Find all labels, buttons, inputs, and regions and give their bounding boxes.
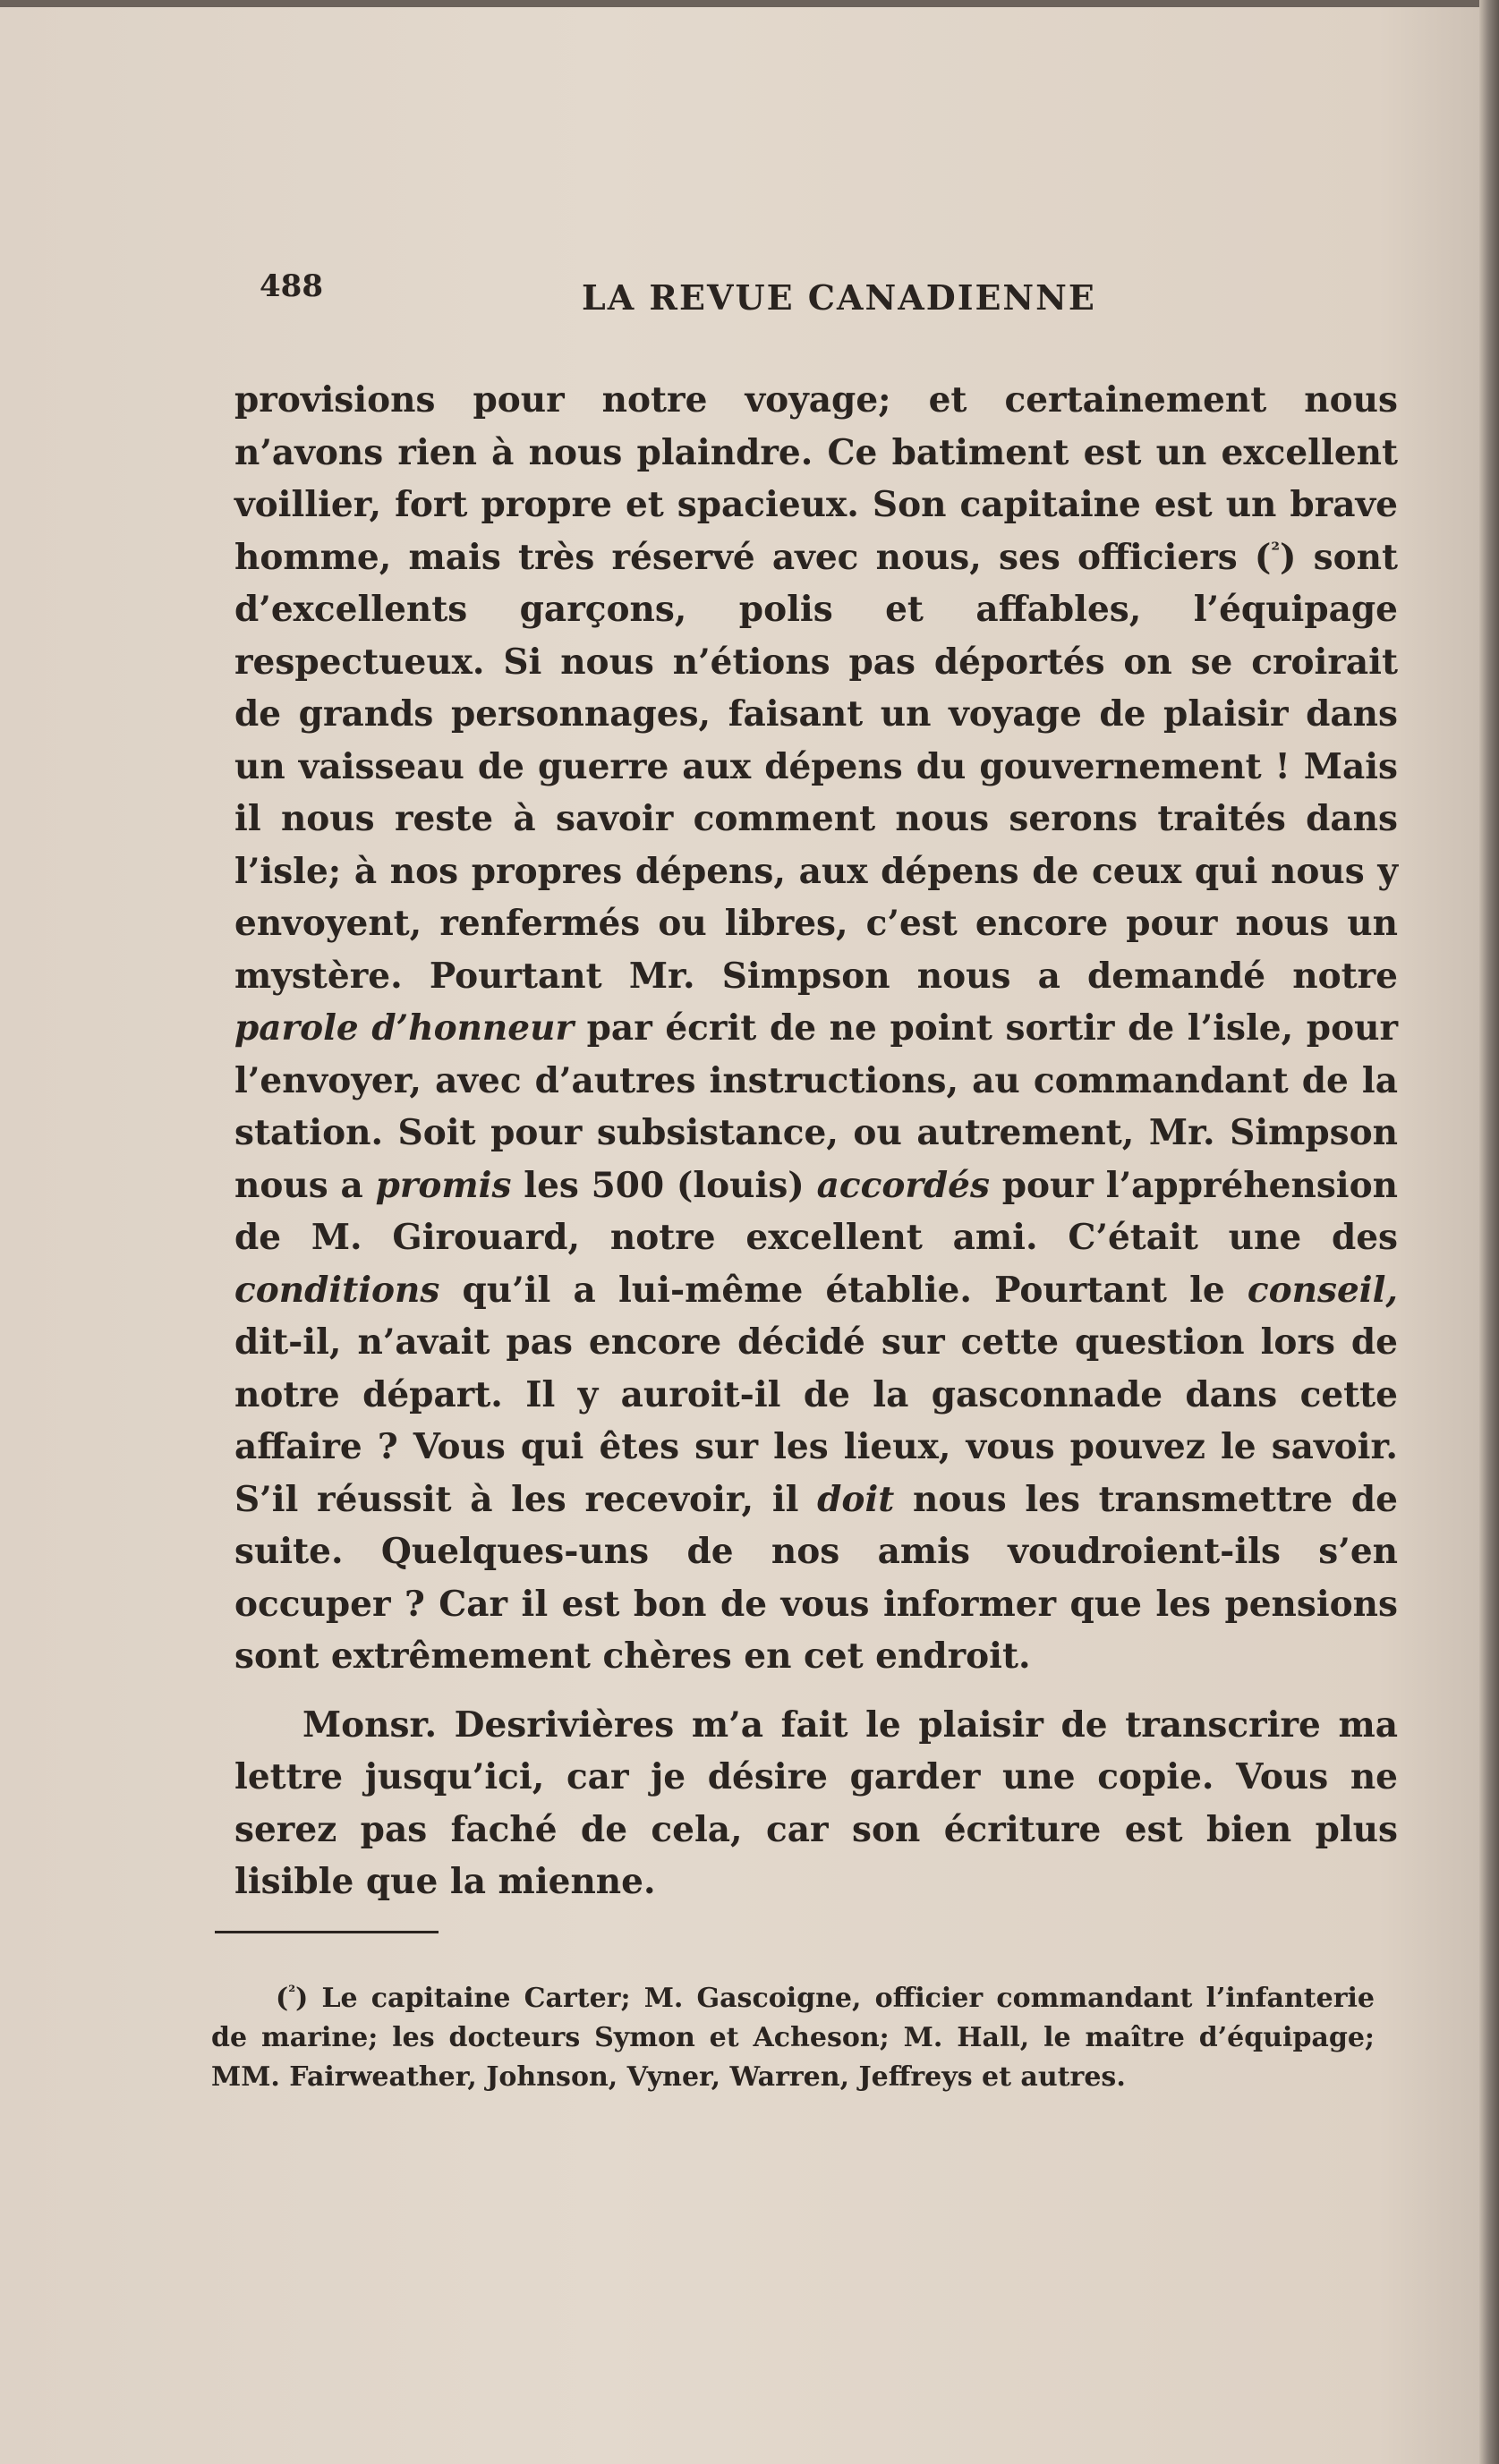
- footnote-marker-close: ): [295, 1983, 309, 2014]
- top-shadow: [0, 0, 1499, 7]
- text-run: qu’il a lui-même établie. Pourtant le: [439, 1269, 1248, 1311]
- page-edge: [1479, 0, 1499, 2464]
- italic-run: promis: [375, 1164, 512, 1206]
- footnote-marker-open: (: [276, 1983, 289, 2014]
- paragraph-1: [234, 374, 1398, 1683]
- text-run: nous les transmettre de suite. Quelques-uns de nos amis voudroient-ils s’en occuper ? Car il est bon de vous informer que les pensions sont extrêmement chères en cet endroit.: [234, 1478, 1398, 1677]
- italic-run: conditions: [234, 1269, 440, 1311]
- text-run: provisions pour notre voyage; et certainement nous n’avons rien à nous plaindre. Ce batiment est un excellent voillier, fort propre et spacieux. Son capitaine est un brave homme, mais très réservé avec nous, ses officiers (: [234, 379, 1398, 578]
- body-text: [234, 374, 1398, 1924]
- page-number: 488: [260, 268, 323, 304]
- footnote-rule: [215, 1931, 439, 1933]
- footnote-reference: ²: [1271, 538, 1280, 562]
- page-header: [260, 268, 1396, 322]
- text-run: par écrit de ne point sortir de l’isle, pour l’envoyer, avec d’autres instructions, au commandant de la station. Soit pour subsistance, ou autrement, Mr. Simpson nous a: [234, 1007, 1398, 1206]
- italic-run: parole d’honneur: [234, 1007, 575, 1049]
- text-run: ) sont d’excellents garçons, polis et affables, l’équipage respectueux. Si nous n’étions pas déportés on se croirait de grands personnages, faisant un voyage de plaisir dans un vaisseau de guerre aux dépens du gouvernement ! Mais il nous reste à savoir comment nous serons traités dans l’isle; à nos propres dépens, aux dépens de ceux qui nous y envoyent, renfermés ou libres, c’est encore pour nous un mystère. Pourtant Mr. Simpson nous a demandé notre: [234, 536, 1398, 997]
- text-run: dit-il, n’avait pas encore décidé sur cette question lors de notre départ. Il y auroit-il de la gasconnade dans cette affaire ? Vous qui êtes sur les lieux, vous pouvez le savoir. S’il réussit à les recevoir, il: [234, 1321, 1398, 1520]
- paragraph-2: Monsr. Desrivières m’a fait le plaisir de transcrire ma lettre jusqu’ici, car je désire garder une copie. Vous ne serez pas faché de cela, car son écriture est bien plus lisible que la mienne.: [234, 1704, 1398, 1902]
- italic-run: conseil,: [1247, 1269, 1398, 1311]
- text-run: pour l’appréhension de M. Girouard, notre excellent ami. C’était une des: [234, 1164, 1398, 1258]
- footnote: [211, 1979, 1375, 2097]
- footnote-text: Le capitaine Carter; M. Gascoigne, officier commandant l’infanterie de marine; les docteurs Symon et Acheson; M. Hall, le maître d’équipage; MM. Fairweather, Johnson, Vyner, Warren, Jeffreys et autres.: [211, 1983, 1375, 2093]
- footnote-marker: ²: [288, 1983, 296, 2001]
- running-title: LA REVUE CANADIENNE: [582, 277, 1096, 318]
- italic-run: doit: [817, 1478, 895, 1520]
- text-run: les 500 (louis): [511, 1164, 817, 1206]
- italic-run: accordés: [816, 1164, 990, 1206]
